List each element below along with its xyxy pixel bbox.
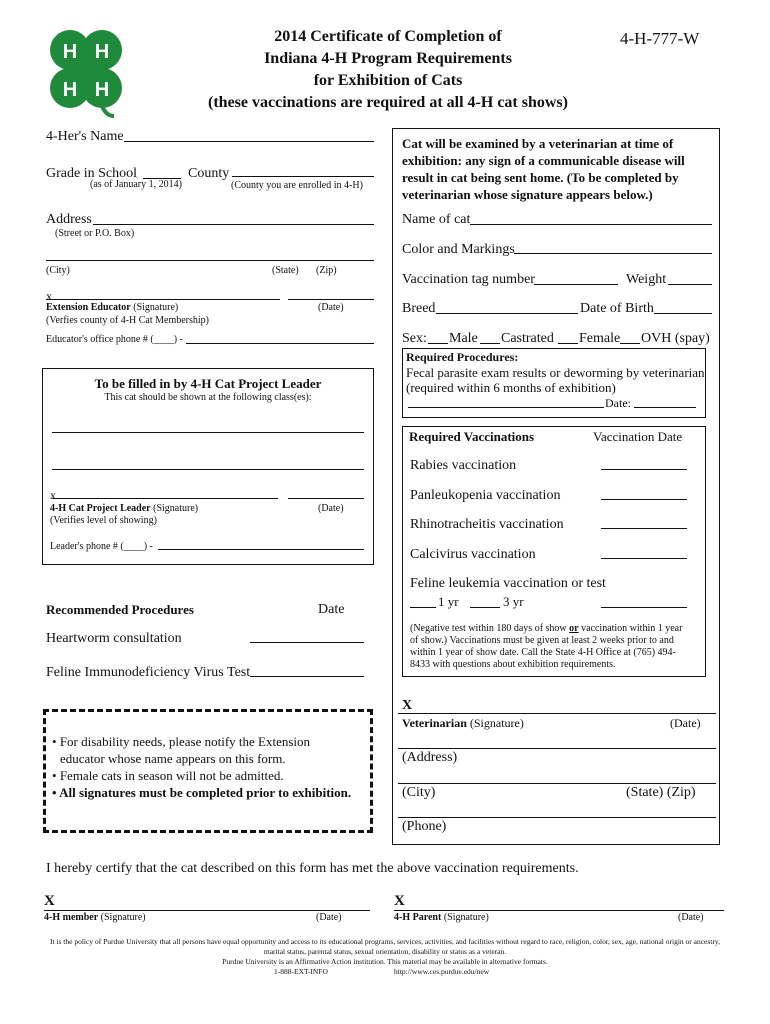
sex-male-blank[interactable] [428,343,448,344]
fecal-exam-text: Fecal parasite exam results or deworming by veterinarian [406,365,705,380]
vet-address-field[interactable] [398,748,716,749]
heartworm-date-field[interactable] [250,642,364,643]
grade-label: Grade in School [46,166,137,181]
calcivirus-label: Calcivirus vaccination [410,547,536,562]
leader-phone-field[interactable] [158,549,364,550]
extension-date-label: (Date) [318,302,344,313]
class-line-1[interactable] [52,432,364,433]
city-state-zip-field[interactable] [46,260,374,261]
footer-phone: 1-888-EXT-INFO [274,967,328,976]
extension-x-mark: x [46,289,52,303]
sex-female-blank[interactable] [558,343,578,344]
extension-signature-label: Extension Educator (Signature) [46,302,179,313]
form-title-line-3: for Exhibition of Cats [313,72,463,89]
vaccination-note-4: 8433 with questions about exhibition requirements. [410,659,616,670]
panleukopenia-date-field[interactable] [601,499,687,500]
leader-heading: To be filled in by 4-H Cat Project Leader [94,376,322,391]
parent-signature-field[interactable] [394,910,724,911]
panleukopenia-label: Panleukopenia vaccination [410,488,561,503]
cat-name-label: Name of cat [402,212,471,227]
recommended-date-label: Date [318,602,345,617]
vet-signature-label: Veterinarian (Signature) [402,716,524,730]
exam-notice-1: Cat will be examined by a veterinarian at time of [402,136,674,151]
leader-date-field[interactable] [288,498,364,499]
leader-signature-label: 4-H Cat Project Leader (Signature) [50,503,199,514]
weight-label: Weight [626,272,667,287]
required-procedures-heading: Required Procedures: [406,350,519,364]
certification-statement: I hereby certify that the cat described on this form has met the above vaccination requirements. [46,861,579,876]
county-label: County [188,166,230,181]
notice-female-cats: • Female cats in season will not be admitted. [52,768,284,783]
fecal-exam-date-field[interactable] [634,407,696,408]
vet-city-field[interactable] [398,783,716,784]
sex-option-castrated: Castrated [501,331,554,346]
exam-notice-4: veterinarian whose signature appears below.) [402,187,653,202]
dob-label: Date of Birth [580,301,654,316]
vet-state-zip-label: (State) (Zip) [626,785,696,800]
exam-notice-3: result in cat being sent home. (To be completed by [402,170,679,185]
extension-date-field[interactable] [288,299,374,300]
svg-text:H: H [62,41,78,63]
cat-name-field[interactable] [470,224,712,225]
footer-url[interactable]: http://www.ces.purdue.edu/new [394,967,490,976]
dob-field[interactable] [654,313,712,314]
notice-disability: • For disability needs, please notify the Extension [52,734,311,749]
sex-option-ovh: OVH (spay) [641,331,710,346]
footer-policy-2: marital status, parental status, sexual orientation, disability or status as a veteran. [263,947,507,956]
tag-number-field[interactable] [534,284,618,285]
sex-option-female: Female [579,331,621,346]
class-line-2[interactable] [52,469,364,470]
form-number: 4-H-777-W [620,29,700,48]
sex-option-male: Male [449,331,478,346]
grade-note: (as of January 1, 2014) [90,179,182,190]
city-note: (City) [46,265,70,276]
street-field[interactable] [93,224,374,225]
state-note: (State) [272,265,299,276]
exam-notice-2: exhibition: any sign of a communicable disease will [402,153,685,168]
fel-3yr-label: 3 yr [503,594,524,609]
tag-number-label: Vaccination tag number [402,272,535,287]
member-signature-field[interactable] [44,910,370,911]
vet-x-mark: X [402,698,413,713]
fecal-exam-date-label: Date: [605,396,631,410]
county-note: (County you are enrolled in 4-H) [231,180,363,191]
vaccination-note-1: (Negative test within 180 days of show or vaccination within 1 year [410,623,683,634]
fel-1yr-blank[interactable] [410,607,436,608]
leader-signature-field[interactable] [52,498,278,499]
feline-leukemia-label: Feline leukemia vaccination or test [410,576,606,591]
leader-phone-label: Leader's phone # (____) - [50,541,153,552]
leader-date-label: (Date) [318,503,344,514]
rabies-date-field[interactable] [601,469,687,470]
vaccination-note-2: of show.) Vaccinations must be given at least 2 weeks prior to and [410,635,674,646]
leader-x-mark: x [50,488,56,502]
form-title-line-4: (these vaccinations are required at all 4-H cat shows) [208,94,568,111]
svg-text:H: H [62,79,78,101]
vaccinations-heading: Required Vaccinations [409,429,535,444]
4h-clover-logo [40,26,132,118]
sex-label: Sex: [402,331,427,346]
feline-leukemia-date-field[interactable] [601,607,687,608]
vet-date-label: (Date) [670,716,701,730]
color-markings-label: Color and Markings [402,242,515,257]
breed-field[interactable] [436,313,578,314]
fecal-exam-result-field[interactable] [408,407,604,408]
educator-phone-label: Educator's office phone # (____) - [46,334,183,345]
rhinotracheitis-date-field[interactable] [601,528,687,529]
extension-verifies-note: (Verfies county of 4-H Cat Membership) [46,315,210,326]
weight-field[interactable] [668,284,712,285]
vet-phone-label: (Phone) [402,819,447,834]
member-signature-label: 4-H member (Signature) [44,912,146,923]
breed-label: Breed [402,301,436,316]
member-x-mark: X [44,893,55,909]
parent-signature-label: 4-H Parent (Signature) [394,912,489,923]
notice-signatures: • All signatures must be completed prior to exhibition. [52,785,352,800]
vaccination-note-3: within 1 year of show date. Call the State 4-H Office at (765) 494- [410,647,676,658]
county-field[interactable] [232,176,374,177]
parent-x-mark: X [394,893,405,909]
parent-date-label: (Date) [678,912,704,923]
sex-castrated-blank[interactable] [480,343,500,344]
fel-3yr-blank[interactable] [470,607,500,608]
street-note: (Street or P.O. Box) [55,228,135,239]
fiv-test-label: Feline Immunodeficiency Virus Test [46,665,251,680]
rabies-label: Rabies vaccination [410,458,517,473]
fecal-exam-timing: (required within 6 months of exhibition) [406,380,616,395]
heartworm-label: Heartworm consultation [46,631,182,646]
fiv-date-field[interactable] [250,676,364,677]
color-markings-field[interactable] [514,253,712,254]
notice-disability-cont: educator whose name appears on this form. [60,751,286,766]
footer-policy-3: Purdue University is an Affirmative Action institution. This material may be available in alternative formats. [222,957,548,966]
vet-signature-field[interactable] [398,713,716,714]
leader-verifies-note: (Verifies level of showing) [50,515,157,526]
leader-subheading: This cat should be shown at the following class(es): [104,392,312,403]
vet-city-label: (City) [402,785,436,800]
fel-1yr-label: 1 yr [438,594,459,609]
recommended-heading: Recommended Procedures [46,602,194,617]
rhinotracheitis-label: Rhinotracheitis vaccination [410,517,564,532]
member-name-label: 4-Her's Name [46,129,124,144]
member-name-field[interactable] [124,141,374,142]
vet-phone-field[interactable] [398,817,716,818]
form-title-line-1: 2014 Certificate of Completion of [274,28,502,45]
form-title-line-2: Indiana 4-H Program Requirements [264,50,512,67]
extension-signature-field[interactable] [46,299,280,300]
vaccination-date-heading: Vaccination Date [593,429,683,444]
vet-address-label: (Address) [402,750,458,765]
svg-text:H: H [94,41,110,63]
footer-policy-1: It is the policy of Purdue University that all persons have equal opportunity and access to its educational programs, services, activities, and facilities without regard to race, religion, color, sex, age, national origin or ancestry, [49,937,721,946]
address-label: Address [46,212,92,227]
svg-text:H: H [94,79,110,101]
sex-ovh-blank[interactable] [620,343,640,344]
calcivirus-date-field[interactable] [601,558,687,559]
member-date-label: (Date) [316,912,342,923]
zip-note: (Zip) [316,265,337,276]
educator-phone-field[interactable] [186,343,374,344]
